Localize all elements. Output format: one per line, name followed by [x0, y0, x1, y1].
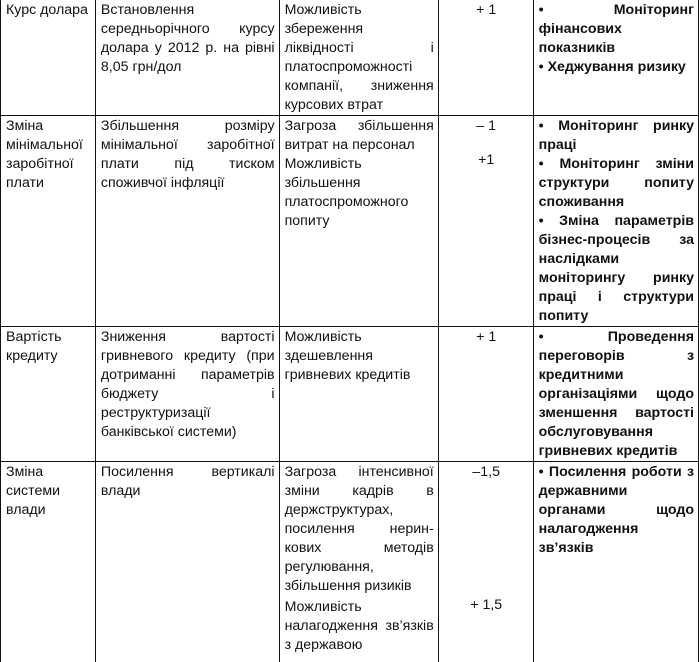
- response-cell: [533, 327, 698, 462]
- effect-text: Загроза інтенсивної зміни кадрів в держструктурах, посилення неринкових методів регулювання, збільшення ризиків: [284, 464, 434, 594]
- factor-cell: [1, 327, 96, 462]
- effect-cell: [279, 0, 438, 116]
- table-row: [1, 327, 699, 462]
- response-item: • Зміна параметрів бізнес-процесів за наслідками моніторингу ринку праці і структури попиту: [539, 212, 694, 326]
- effect-cell: [279, 462, 438, 662]
- score-cell: [438, 462, 533, 662]
- scenario-text: Посилення вертикалі влади: [100, 464, 275, 499]
- response-cell: [533, 0, 698, 116]
- factor-text: Зміна мінімальної заробітної плати: [6, 118, 83, 191]
- scenario-text: Зниження вартості гривневого кредиту (при дотриманні параметрів бюджету і реструктуризації банківської системи): [100, 329, 275, 440]
- score-value: + 1,5: [470, 597, 503, 613]
- scenario-cell: [95, 0, 279, 116]
- response-cell: [533, 462, 698, 662]
- score-value: + 1: [476, 2, 497, 18]
- response-cell: [533, 116, 698, 327]
- scenario-cell: [95, 116, 279, 327]
- scenario-text: Збільшення розміру мінімальної заробітної плати під тиском споживчої інфляції: [100, 118, 275, 191]
- table-row: [1, 0, 699, 116]
- factor-text: Курс долара: [6, 2, 88, 18]
- response-item: • Моніторинг ринку праці: [539, 117, 694, 155]
- response-item: • Проведення переговорів з кредитними організаціями щодо зменшення вартості обслуговування гривневих кредитів: [539, 328, 694, 461]
- score-value: – 1: [476, 118, 497, 134]
- effect-text: Можливість збереження ліквідності і платоспроможності компанії, зниження курсових втрат: [284, 2, 434, 113]
- score-value: –1,5: [472, 464, 500, 480]
- factor-text: Вартість кредиту: [6, 329, 62, 364]
- factor-cell: [1, 462, 96, 662]
- score-value: +1: [478, 152, 495, 168]
- effect-text: Можливість здешевлення гривневих кредитів: [284, 329, 411, 383]
- scenario-cell: [95, 462, 279, 662]
- effect-text: Можливість збільшення платоспроможного попиту: [284, 156, 409, 229]
- table-row: [1, 116, 699, 327]
- table-row: [1, 462, 699, 662]
- score-cell: [438, 116, 533, 327]
- score-cell: [438, 327, 533, 462]
- effect-text: Можливість налагодження зв’язків з державою: [284, 599, 434, 653]
- effect-cell: [279, 116, 438, 327]
- scenario-text: Встановлення середньорічного курсу долара у 2012 р. на рівні 8,05 грн/дол: [100, 2, 275, 75]
- response-item: • Моніторинг фінансових показників: [539, 1, 694, 58]
- effect-cell: [279, 327, 438, 462]
- scenario-cell: [95, 327, 279, 462]
- response-item: • Посилення роботи з державними органами щодо налагодження зв’язків: [539, 463, 694, 558]
- score-cell: [438, 0, 533, 116]
- response-item: • Хеджування ризику: [539, 58, 694, 77]
- response-item: • Моніторинг зміни структури попиту споживання: [539, 155, 694, 212]
- factor-cell: [1, 0, 96, 116]
- effect-text: Загроза збільшення витрат на персонал: [284, 118, 434, 153]
- factor-cell: [1, 116, 96, 327]
- factor-text: Зміна системи влади: [6, 464, 61, 518]
- score-value: + 1: [476, 329, 497, 345]
